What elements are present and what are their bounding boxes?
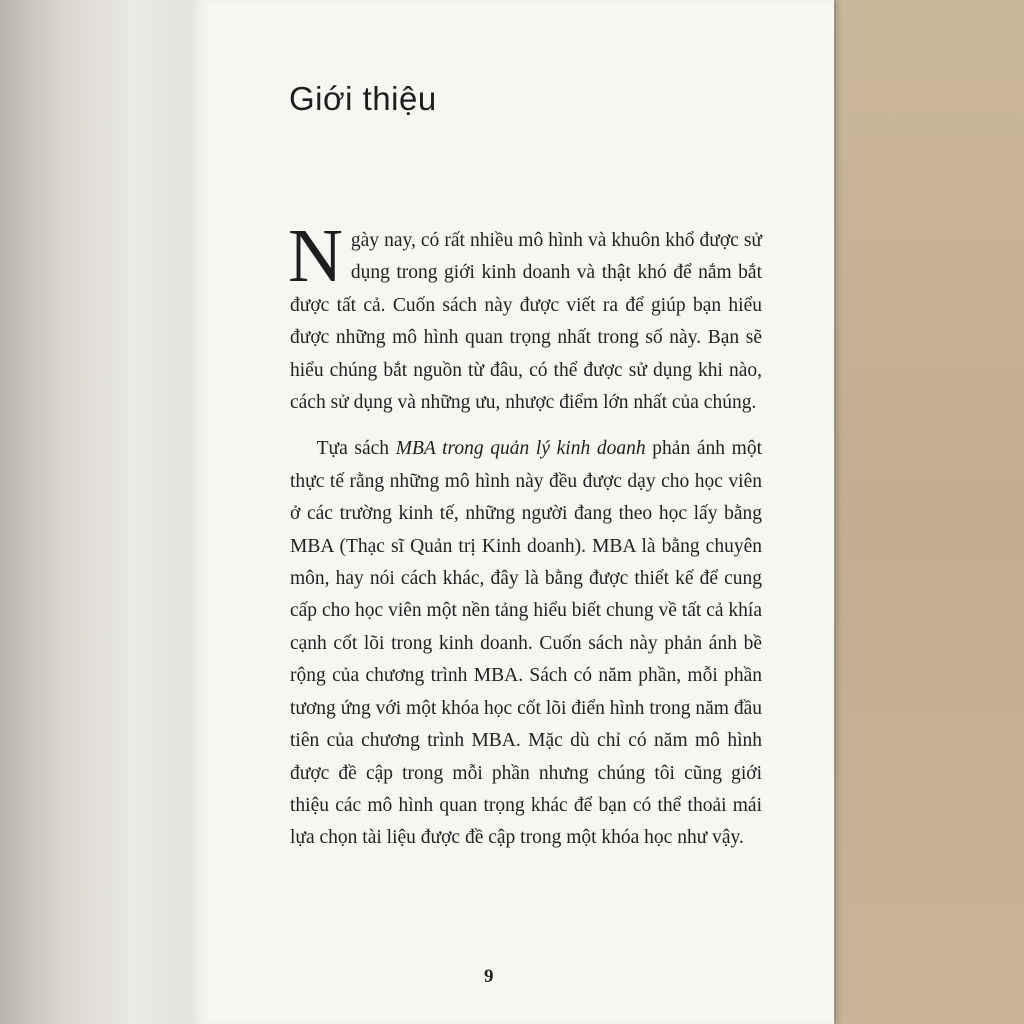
paragraph-1 bbox=[288, 214, 762, 419]
paragraph-2-start: Tựa sách bbox=[316, 438, 396, 460]
page-title: Giới thiệu bbox=[289, 80, 437, 117]
body-text bbox=[288, 214, 762, 855]
paragraph-2-text: phản ánh một thực tế rằng những mô hình này đều được dạy cho học viên ở các trường kinh tế, những người đang theo học lấy bằng MBA (Thạc sĩ Quản trị Kinh doanh). MBA là bằng chuyên môn, hay nói cách khác, đây là bằng được thiết kế để cung cấp cho học viên một nền tảng hiểu biết chung về tất cả khía cạnh cốt lõi trong kinh doanh. Cuốn sách này phản ánh bề rộng của chương trình MBA. Sách có năm phần, mỗi phần tương ứng với một khóa học cốt lõi điển hình trong năm đầu tiên của chương trình MBA. Mặc dù chỉ có năm mô hình được đề cập trong mỗi phần nhưng chúng tôi cũng giới thiệu các mô hình quan trọng khác để bạn có thể thoải mái lựa chọn tài liệu được đề cập trong một khóa học như vậy. bbox=[290, 438, 762, 849]
paragraph-1-text: gày nay, có rất nhiều mô hình và khuôn khổ được sử dụng trong giới kinh doanh và thật khó để nắm bắt được tất cả. Cuốn sách này được viết ra để giúp bạn hiểu được những mô hình quan trọng nhất trong số này. Bạn sẽ hiểu chúng bắt nguồn từ đâu, có thể được sử dụng khi nào, cách sử dụng và những ưu, nhược điểm lớn nhất của chúng. bbox=[290, 230, 762, 414]
drop-cap: N bbox=[288, 214, 343, 298]
adjacent-page-edge bbox=[128, 0, 196, 1024]
paragraph-2 bbox=[290, 433, 762, 854]
page-number: 9 bbox=[484, 966, 494, 987]
book-title-italic: MBA trong quản lý kinh doanh bbox=[395, 438, 646, 460]
table-surface bbox=[836, 0, 1024, 1024]
